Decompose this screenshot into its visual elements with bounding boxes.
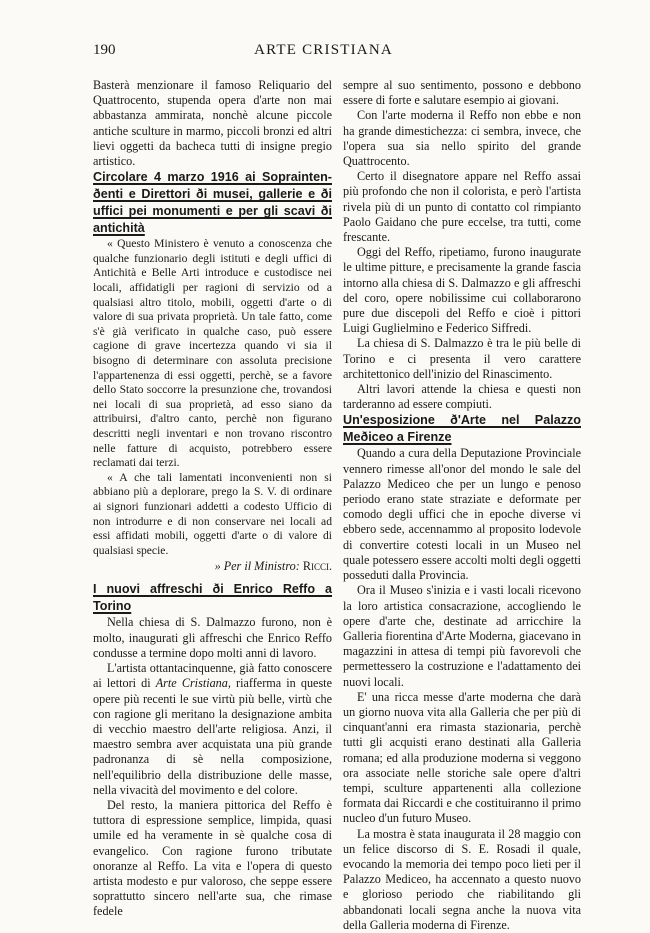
reffo-paragraph: Certo il disegnatore appare nel Reffo assai più profondo che non il colorista, e però l'artista rivela più di un punto di contatto col rimpianto Paolo Gaidano che pure eccelse, tra tutti, come frescante. (343, 169, 581, 245)
reffo-heading-text: I nuovi affreschi ði Enrico Reffo a Torino (93, 582, 332, 614)
circolare-paragraph: « A che tali lamentati inconvenienti non si abbiano più a deplorare, prego la S. V. di ordinare ai signori funzionari addetti a codesto Ufficio di non introdurre e di non conservare nei locali ad essi affidati mobili, oggetti d'arte o di valore di qualsiasi specie. (93, 470, 332, 557)
right-column (343, 78, 581, 933)
esposizione-paragraph: Quando a cura della Deputazione Provinciale vennero rimesse all'onor del mondo le sale del Palazzo Mediceo che per un lungo e penoso periodo erano state straziate e deformate per comodo degli uffici che in epoche diverse vi ebbero sede, accennammo al proposito lodevole di convertire cotesti locali in un Museo nel quale potessero essere accolti molti degli oggetti posseduti dalla Provincia. (343, 446, 581, 583)
esposizione-paragraph: Ora il Museo s'inizia e i vasti locali ricevono la loro artistica consacrazione, accogliendo le opere d'arte che, destinate ad arricchire la Galleria fiorentina d'Arte Moderna, giacevano in magazzini in attesa di tempi più favorevoli che permettessero la costruzione e l'adattamento dei nuovi locali. (343, 583, 581, 689)
esposizione-paragraph: La mostra è stata inaugurata il 28 maggio con un felice discorso di S. E. Rosadi il quale, evocando la memoria dei tempo poco lieti per il Palazzo Mediceo, ha accennato a questo nuovo e glorioso periodo che riabilitando gli abbandonati locali segna anche la nuova vita della Galleria moderna di Firenze. (343, 826, 581, 932)
reffo-paragraph: La chiesa di S. Dalmazzo è tra le più belle di Torino e ci presenta il vero carattere architettonico dell'inizio del Rinascimento. (343, 336, 581, 381)
intro-paragraph: Basterà menzionare il famoso Reliquario del Quattrocento, stupenda opera d'arte non mai abbastanza ammirata, nonchè alcune piccole antiche sculture in marmo, piccoli bronzi ed altri lievi oggetti da bacheca tutti di insigne pregio artistico. (93, 78, 332, 169)
magazine-title: Arte Cristiana (155, 676, 228, 691)
signature-suffix: . (328, 559, 332, 574)
reffo-paragraph: Altri lavori attende la chiesa e questi non tarderanno ad essere compiuti. (343, 382, 581, 412)
reffo-paragraph: Con l'arte moderna il Reffo non ebbe e non ha grande dimestichezza: ci sembra, invece, che l'opera sua sia nello spirito del grande Quattrocento. (343, 108, 581, 169)
reffo-paragraph (93, 661, 332, 798)
reffo-paragraph: Nella chiesa di S. Dalmazzo furono, non è molto, inaugurati gli affreschi che Enrico Reffo condusse a termine dopo molti anni di lavoro. (93, 615, 332, 660)
page-number: 190 (93, 42, 116, 58)
reffo-paragraph: Oggi del Reffo, ripetiamo, furono inaugurate le ultime pitture, e precisamente la grande fascia intorno alla chiesa di S. Dalmazzo e gli affreschi del coro, opere nobilissime cui collaborarono pure due discepoli del Reffo e cioè i pittori Luigi Guglielmino e Federico Siffredi. (343, 245, 581, 336)
reffo-paragraph: sempre al suo sentimento, possono e debbono essere di forte e salutare esempio ai giovani. (343, 78, 581, 108)
reffo-heading (93, 581, 332, 615)
page-header (93, 42, 554, 62)
circolare-signature (93, 559, 332, 574)
reffo-paragraph: Del resto, la maniera pittorica del Reffo è tuttora di espressione semplice, limpida, quasi umile ed ha veramente in sè qualche cosa di evangelico. Con ragione furono tributate onoranze al Reffo. La vita e l'opera di questo artista modesto e pur valoroso, che seppe essere soprattutto sincero nell'arte sua, che rimase fedele (93, 797, 332, 919)
circolare-paragraph: « Questo Ministero è venuto a conoscenza che qualche funzionario degli istituti e degli uffici di Antichità e Belle Arti introduce e custodisce nei locali, affidatigli per ragioni di servizio od a qualsiasi altro titolo, mobili, oggetti d'arte o di valore di sua privata proprietà. Un tale fatto, come s'è già verificato in qualche caso, può essere cagione di grave incertezza quando vi sia il bisogno di determinare con assoluta precisione l'appartenenza di essi oggetti, perchè, se a favore dello Stato soccorre la presunzione che, trovandosi nei locali di sua proprietà, ad esso siano da attribuirsi, d'altro canto, perchè non figurano descritti negli inventari e non trovano riscontro nelle fatture di acquisto, potrebbero essere reclamati dai terzi. (93, 237, 332, 470)
reffo-paragraph-part: L'artista ottantacinquenne, già fatto conoscere ai lettori di (93, 661, 332, 691)
reffo-paragraph-part: , riafferma in queste opere più recenti le sue virtù più belle, virtù che con ragione gli meritano la designazione ambita di vecchio maestro dell'arte religiosa. Anzi, il maestro sembra aver acquistata una più grande padronanza di sè nella composizione, nell'equilibrio della distribuzione delle masse, nella vivacità del movimento e del colore. (93, 676, 332, 797)
journal-title: ARTE CRISTIANA (254, 42, 393, 58)
circolare-heading (93, 169, 332, 237)
signature-prefix: » Per il Ministro: (214, 559, 303, 574)
left-column (93, 78, 332, 920)
esposizione-heading (343, 412, 581, 446)
esposizione-heading-text: Un'esposizione ð'Arte nel Palazzo Meðiceo a Firenze (343, 413, 581, 445)
esposizione-paragraph: E' una ricca messe d'arte moderna che darà un giorno nuova vita alla Galleria che per più di cinquant'anni era rimasta stazionaria, perchè tutti gli acquisti erano destinati alla Galleria romana; ed alla produzione moderna si veggono ora associate nelle storiche sale opere d'altri tempi, sculture appartenenti alla collezione formata dai Riccardi e che costituiranno il primo nucleo d'un futuro Museo. (343, 689, 581, 826)
signature-name: Ricci (302, 559, 329, 574)
circolare-heading-text: Circolare 4 marzo 1916 ai Soprainten-ðenti e Direttori ði musei, gallerie e ði uffici pei monumenti e per gli scavi ði antichità (93, 170, 332, 236)
